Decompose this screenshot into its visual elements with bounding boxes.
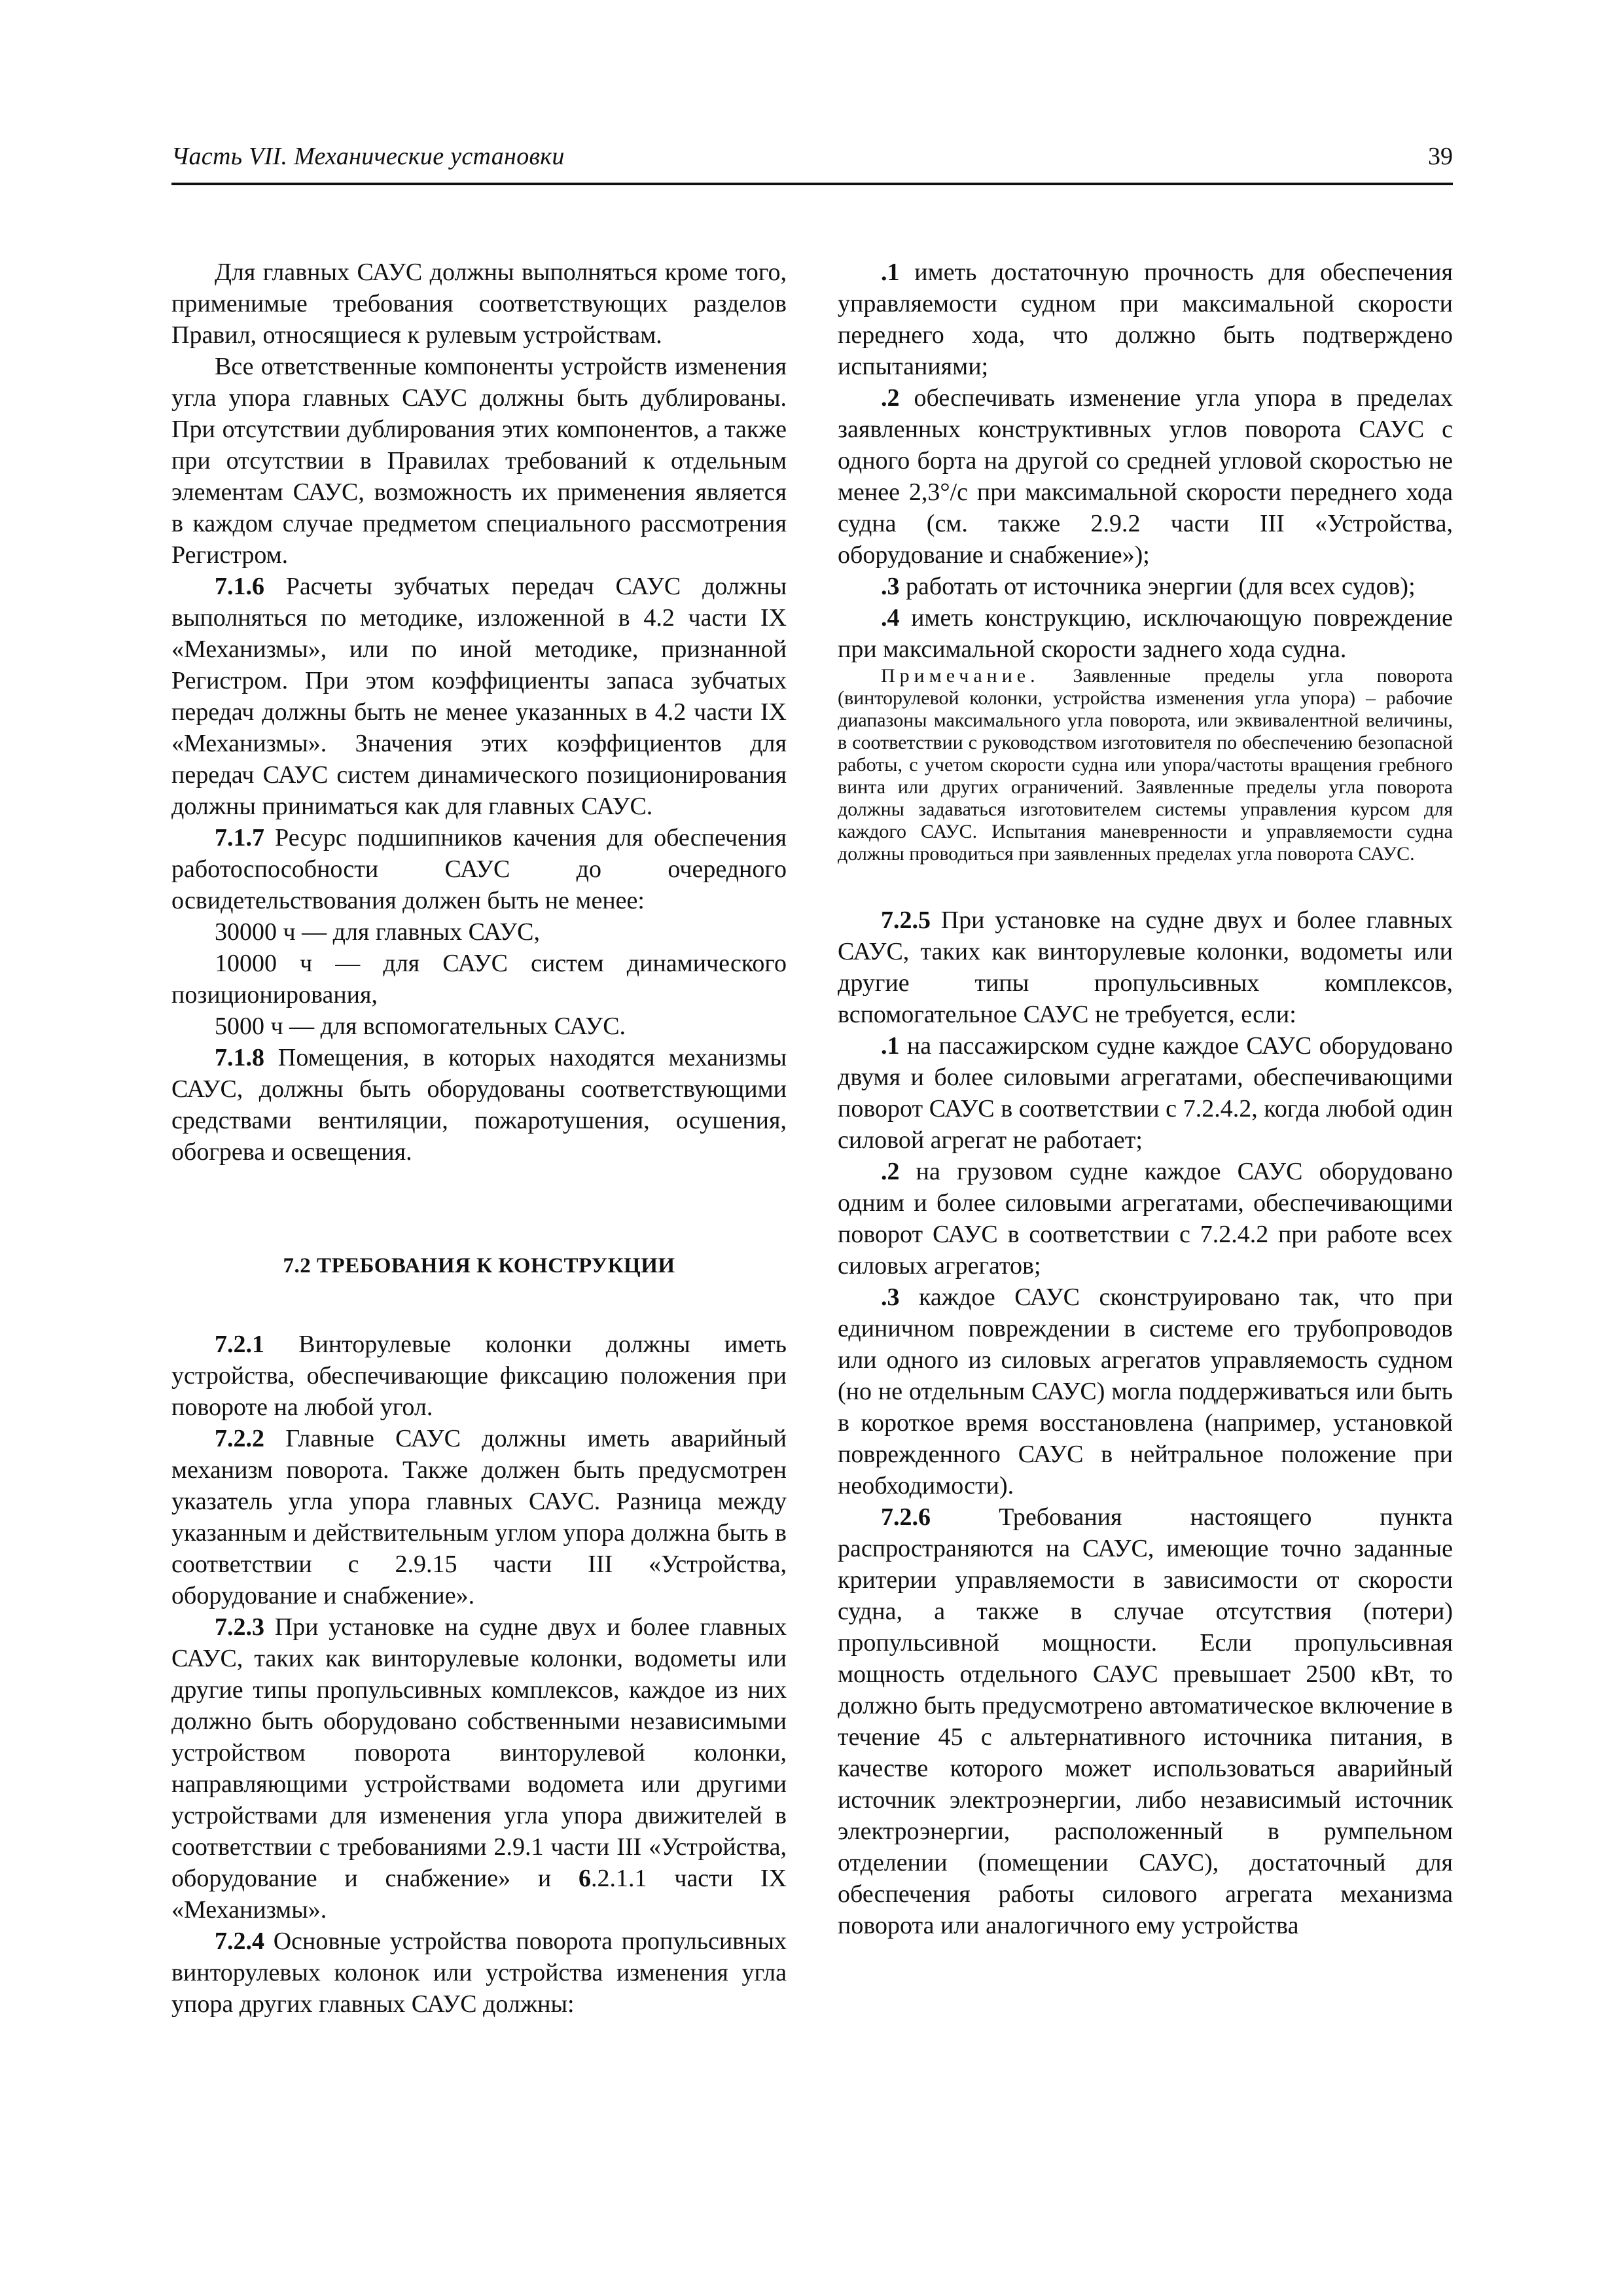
list-item: 10000 ч — для САУС систем динамического позиционирования, bbox=[171, 950, 787, 1009]
section-number: 7.2.3 bbox=[215, 1613, 264, 1641]
item-number: .3 bbox=[881, 573, 900, 600]
list-item bbox=[838, 1156, 1453, 1282]
item-text: иметь достаточную прочность для обеспечения управляемости судном при максимальной скорости переднего хода, что должно быть подтверждено испытаниями; bbox=[838, 259, 1453, 380]
item-number: .1 bbox=[881, 1032, 900, 1060]
section-7-2-4 bbox=[171, 1926, 787, 2020]
item-number: .3 bbox=[881, 1283, 900, 1311]
item-number: .1 bbox=[881, 259, 900, 286]
section-text: Требования настоящего пункта распространяются на САУС, имеющие точно заданные критерии управляемости в зависимости от скорости судна, а также в случае отсутствия (потери) пропульсивной мощности. Если пропульсивная мощность отдельного САУС превышает 2500 кВт, то должно быть предусмотрено автоматическое включение в течение 45 с альтернативного источника питания, в качестве которого может использоваться аварийный источник электроэнергии, либо независимый источник электроэнергии, расположенный в румпельном отделении (помещении САУС), достаточный для обеспечения работы силового агрегата механизма поворота или аналогичного ему устройства bbox=[838, 1503, 1453, 1939]
section-text: Главные САУС должны иметь аварийный механизм поворота. Также должен быть предусмотрен указатель угла упора главных САУС. Разница между указанным и действительным углом упора должна быть в соответствии с 2.9.15 части III «Устройства, оборудование и снабжение». bbox=[171, 1425, 787, 1609]
item-text: каждое САУС сконструировано так, что при единичном повреждении в системе его трубопроводов или одного из силовых агрегатов управляемость судном (но не отдельным САУС) могла поддерживаться или быть в короткое время восстановлена (например, установкой поврежденного САУС в нейтральное положение при необходимости). bbox=[838, 1283, 1453, 1499]
page-number: 39 bbox=[1428, 143, 1453, 170]
section-text: При установке на судне двух и более главных САУС, таких как винторулевые колонки, водометы или другие типы пропульсивных комплексов, каждое из них должно быть оборудовано собственными независимыми устройством поворота винторулевой колонки, направляющими устройствами водомета или другими устройствами для изменения угла упора движителей в соответствии с требованиями 2.9.1 части III «Устройства, оборудование и снабжение» и bbox=[171, 1613, 787, 1892]
section-number: 7.2.1 bbox=[215, 1331, 264, 1358]
item-text: на пассажирском судне каждое САУС оборудовано двумя и более силовыми агрегатами, обеспечивающими поворот САУС в соответствии с 7.2.4.2, когда любой один силовой агрегат не работает; bbox=[838, 1032, 1453, 1154]
list-item bbox=[838, 571, 1453, 602]
left-column bbox=[171, 257, 787, 2020]
section-number: 7.2.5 bbox=[881, 906, 931, 934]
section-text: Помещения, в которых находятся механизмы САУС, должны быть оборудованы соответствующими средствами вентиляции, пожаротушения, осушения, обогрева и освещения. bbox=[171, 1044, 787, 1166]
section-number: 7.2.6 bbox=[881, 1503, 931, 1531]
section-7-2-1 bbox=[171, 1329, 787, 1423]
note-text: Заявленные пределы угла поворота (винторулевой колонки, устройства изменения угла упора) – рабочие диапазоны максимального угла поворота, или эквивалентной величины, в соответствии с руководством изготовителя по обеспечению безопасной работы, с учетом скорости судна или упора/частоты вращения гребного винта или других ограничений. Заявленные пределы угла поворота должны задаваться изготовителем системы управления курсом для каждого САУС. Испытания маневренности и управляемости судна должны проводиться при заявленных пределах угла поворота САУС. bbox=[838, 665, 1453, 865]
item-text: работать от источника энергии (для всех судов); bbox=[899, 573, 1416, 600]
list-item: 30000 ч — для главных САУС, bbox=[215, 918, 540, 946]
item-number: .2 bbox=[881, 1158, 900, 1185]
list-item bbox=[838, 602, 1453, 665]
item-number: .2 bbox=[881, 384, 900, 412]
list-item bbox=[838, 382, 1453, 571]
section-7-2-6 bbox=[838, 1501, 1453, 1941]
list-item bbox=[838, 257, 1453, 382]
section-7-2-5 bbox=[838, 905, 1453, 1030]
list-item bbox=[838, 1030, 1453, 1156]
section-text-tail: .2.1.1 части IX «Механизмы». bbox=[171, 1865, 787, 1924]
section-number: 7.2.2 bbox=[215, 1425, 264, 1452]
running-header bbox=[171, 141, 1453, 185]
section-number: 7.1.8 bbox=[215, 1044, 264, 1071]
paragraph: Для главных САУС должны выполняться кроме того, применимые требования соответствующих разделов Правил, относящиеся к рулевым устройствам. bbox=[171, 259, 787, 349]
note-label: Примечание. bbox=[881, 665, 1040, 687]
section-text: Расчеты зубчатых передач САУС должны выполняться по методике, изложенной в 4.2 части IX «Механизмы», или по иной методике, признанной Регистром. При этом коэффициенты запаса зубчатых передач должны быть не менее указанных в 4.2 части IX «Механизмы». Значения этих коэффициентов для передач САУС систем динамического позиционирования должны приниматься как для главных САУС. bbox=[171, 573, 787, 820]
section-text: Ресурс подшипников качения для обеспечения работоспособности САУС до очередного освидетельствования должен быть не менее: bbox=[171, 824, 787, 914]
section-7-1-8 bbox=[171, 1042, 787, 1168]
item-text: обеспечивать изменение угла упора в пределах заявленных конструктивных углов поворота САУС с одного борта на другой со средней угловой скоростью не менее 2,3°/с при максимальной скорости переднего хода судна (см. также 2.9.2 части III «Устройства, оборудование и снабжение»); bbox=[838, 384, 1453, 569]
section-text: Винторулевые колонки должны иметь устройства, обеспечивающие фиксацию положения при повороте на любой угол. bbox=[171, 1331, 787, 1421]
list-item bbox=[838, 1282, 1453, 1501]
list-item: 5000 ч — для вспомогательных САУС. bbox=[215, 1013, 626, 1040]
section-heading: 7.2 ТРЕБОВАНИЯ К КОНСТРУКЦИИ bbox=[283, 1254, 675, 1278]
spacer bbox=[838, 865, 1453, 905]
section-7-1-6 bbox=[171, 571, 787, 822]
section-number: 7.2.4 bbox=[215, 1928, 264, 1955]
note-block bbox=[838, 665, 1453, 865]
section-number: 7.1.6 bbox=[215, 573, 264, 600]
section-number: 7.1.7 bbox=[215, 824, 264, 852]
header-title: Часть VII. Механические установки bbox=[171, 143, 565, 170]
section-7-1-7 bbox=[171, 822, 787, 916]
section-7-2-3 bbox=[171, 1611, 787, 1926]
item-text: иметь конструкцию, исключающую повреждение при максимальной скорости заднего хода судна. bbox=[838, 604, 1453, 663]
section-7-2-2 bbox=[171, 1423, 787, 1611]
right-column bbox=[838, 257, 1453, 1941]
item-text: на грузовом судне каждое САУС оборудовано одним и более силовыми агрегатами, обеспечивающими поворот САУС в соответствии с 7.2.4.2 при работе всех силовых агрегатов; bbox=[838, 1158, 1453, 1280]
paragraph: Все ответственные компоненты устройств изменения угла упора главных САУС должны быть дублированы. При отсутствии дублирования этих компонентов, а также при отсутствии в Правилах требований к отдельным элементам САУС, возможность их применения является в каждом случае предметом специального рассмотрения Регистром. bbox=[171, 353, 787, 569]
section-text: При установке на судне двух и более главных САУС, таких как винторулевые колонки, водометы или другие типы пропульсивных комплексов, вспомогательное САУС не требуется, если: bbox=[838, 906, 1453, 1028]
section-text: Основные устройства поворота пропульсивных винторулевых колонок или устройства изменения угла упора других главных САУС должны: bbox=[171, 1928, 787, 2018]
item-number: .4 bbox=[881, 604, 900, 632]
section-ref-bold: 6 bbox=[579, 1865, 592, 1892]
